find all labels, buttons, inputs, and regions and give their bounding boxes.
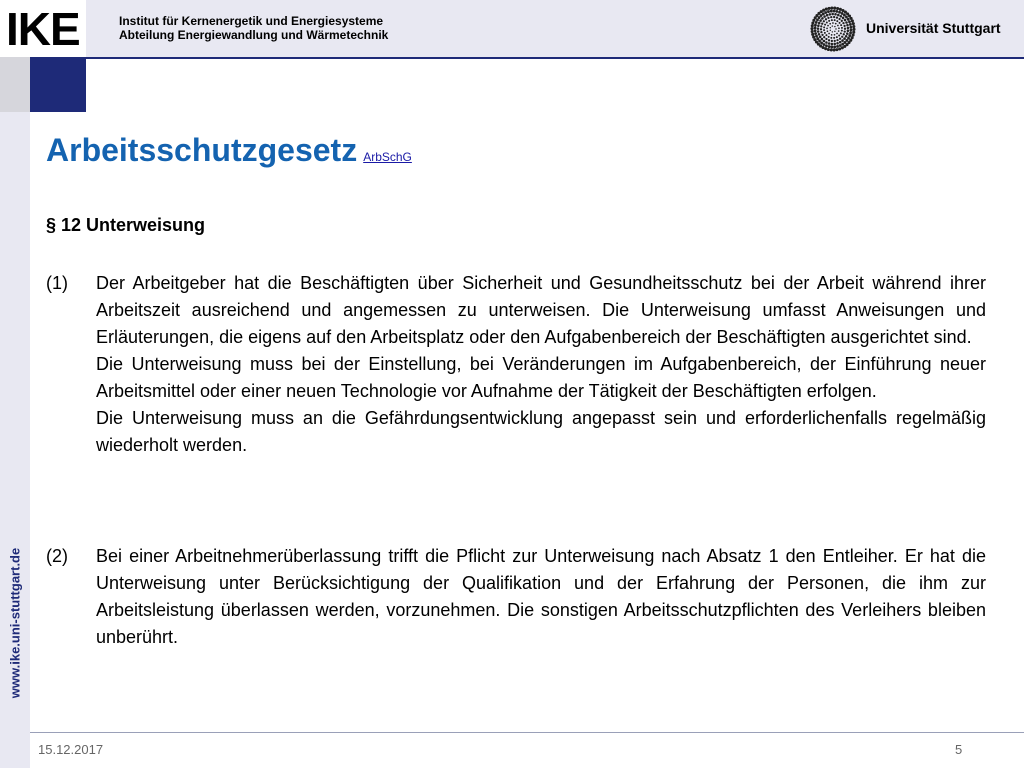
paragraph-1 [46, 270, 986, 459]
department-name: Abteilung Energiewandlung und Wärmetechnik [119, 28, 389, 42]
ike-logo [0, 0, 86, 57]
footer-divider [30, 732, 1024, 733]
section-heading: § 12 Unterweisung [46, 215, 206, 235]
arbschg-link[interactable]: ArbSchG [363, 150, 412, 164]
ike-logo-text: IKE [6, 3, 80, 55]
paragraph-sentence: Die Unterweisung muss bei der Einstellung, bei Veränderungen im Aufgabenbereich, der Einführung neuer Arbeitsmittel oder einer neuen Technologie vor Aufnahme der Tätigkeit der Beschäftigten erfolgen. [96, 354, 986, 401]
logo-gray-block [0, 57, 30, 112]
page-number: 5 [955, 742, 963, 757]
sidebar-url-text: www.ike.uni-stuttgart.de [7, 547, 23, 699]
paragraph-number: (1) [46, 273, 68, 293]
paragraph-body [96, 270, 986, 459]
slide-title [46, 132, 412, 169]
university-seal-icon [810, 6, 856, 52]
paragraph-2 [46, 543, 986, 651]
header-divider [86, 57, 1024, 59]
paragraph-sentence: Bei einer Arbeitnehmerüberlassung trifft die Pflicht zur Unterweisung nach Absatz 1 den Entleiher. Er hat die Unterweisung unter Berücksichtigung der Qualifikation und der Erfahrung der Personen, die ihm zur Arbeitsleistung überlassen werden, vorzunehmen. Die sonstigen Arbeitsschutzpflichten des Verleihers bleiben unberührt. [96, 546, 986, 647]
paragraph-number: (2) [46, 546, 68, 566]
sidebar-url [2, 523, 28, 723]
paragraph-sentence: Der Arbeitgeber hat die Beschäftigten über Sicherheit und Gesundheitsschutz bei der Arbeit während ihrer Arbeitszeit ausreichend und angemessen zu unterweisen. Die Unterweisung umfasst Anweisungen und Erläuterungen, die eigens auf den Arbeitsplatz oder den Aufgabenbereich der Beschäftigten ausgerichtet sind. [96, 273, 986, 347]
university-name: Universität Stuttgart [866, 20, 1001, 36]
slide-title-text: Arbeitsschutzgesetz [46, 132, 358, 168]
footer-date: 15.12.2017 [38, 742, 104, 757]
paragraph-body [96, 543, 986, 651]
logo-blue-block [30, 57, 86, 112]
paragraph-sentence: Die Unterweisung muss an die Gefährdungsentwicklung angepasst sein und erforderlichenfalls regelmäßig wiederholt werden. [96, 408, 986, 455]
institute-name: Institut für Kernenergetik und Energiesysteme [119, 14, 384, 28]
